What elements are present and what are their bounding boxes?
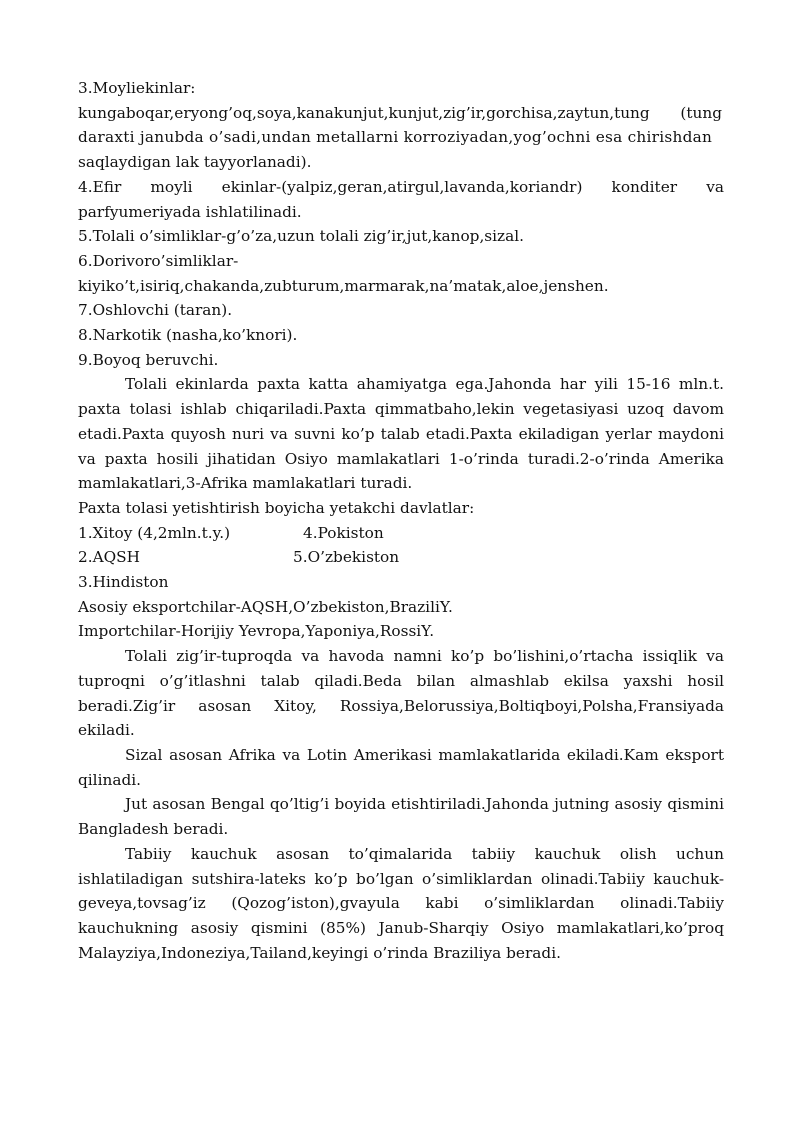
cotton-leaders-row-1 [78, 521, 724, 546]
oil-crops-note-end: saqlaydigan lak tayyorlanadi). [78, 153, 312, 172]
medicinal-plants-heading: 6.Dorivoro’simliklar- [78, 251, 239, 270]
tanning-plants-line: 7.Oshlovchi (taran). [78, 301, 233, 320]
paragraph-flax: Tolali zig’ir-tuproqda va havoda namni ko’p bo’lishini,o’rtacha issiqlik va tuproqni o’g’itlashni talab qiladi.Beda bilan almashlab ekilsa yaxshi hosil beradi.Zig’ir asosan Xitoy, Rossiya,Belorussiya,Boltiqboyi,Polsha,Fransiyada ekiladi. [78, 647, 724, 740]
paragraph-sisal: Sizal asosan Afrika va Lotin Amerikasi mamlakatlarida ekiladi.Kam eksport qilinadi. [78, 745, 724, 789]
paragraph-rubber: Tabiiy kauchuk asosan to’qimalarida tabiiy kauchuk olish uchun ishlatiladigan sutshira-lateks ko’p bo’lgan o’simliklardan olinadi.Tabiiy kauchuk-geveya,tovsag’iz (Qozog’iston),gvayula kabi o’simliklardan olinadi.Tabiiy kauchukning asosiy qismini (85%) Janub-Sharqiy Osiyo mamlakatlari,ko’proq Malayziya,Indoneziya,Tailand,keyingi o’rinda Braziliya beradi. [78, 844, 724, 962]
word: konditer [611, 177, 678, 196]
list-item: 4.Pokiston [303, 523, 384, 542]
medicinal-plants-list: kiyiko’t,isiriq,chakanda,zubturum,marmarak,na’matak,aloe,jenshen. [78, 276, 609, 295]
list-item: 1.Xitoy (4,2mln.t.y.) [78, 523, 231, 542]
word: ekinlar-(yalpiz,geran,atirgul,lavanda,koriandr) [221, 177, 583, 196]
exporters-line: Asosiy eksportchilar-AQSH,O’zbekiston,BraziliY. [78, 597, 453, 616]
oil-crops-note-line: daraxti janubda o’sadi,undan metallarni korroziyadan,yog’ochni esa chirishdan [78, 128, 713, 147]
essential-oil-line-end: parfyumeriyada ishlatilinadi. [78, 202, 302, 221]
essential-oil-line [78, 175, 724, 200]
list-item: 3.Hindiston [78, 573, 169, 592]
narcotic-plants-line: 8.Narkotik (nasha,ko’knori). [78, 326, 298, 345]
paragraph-cotton: Tolali ekinlarda paxta katta ahamiyatga ega.Jahonda har yili 15-16 mln.t. paxta tolasi ishlab chiqariladi.Paxta qimmatbaho,lekin vegetasiyasi uzoq davom etadi.Paxta quyosh nuri va suvni ko’p talab etadi.Paxta ekiladigan yerlar maydoni va paxta hosili jihatidan Osiyo mamlakatlari 1-o’rinda turadi.2-o’rinda Amerika mamlakatlari,3-Afrika mamlakatlari turadi. [78, 375, 724, 493]
oil-crops-list: kungaboqar,eryong’oq,soya,kanakunjut,kunjut,zig’ir,gorchisa,zaytun,tung [78, 103, 650, 122]
cotton-leaders-row-2 [78, 545, 724, 570]
document-page [78, 76, 724, 965]
list-item: 5.O’zbekiston [293, 548, 400, 567]
oil-crops-note-start: (tung [680, 103, 722, 122]
word: va [706, 177, 724, 196]
cotton-leaders-heading: Paxta tolasi yetishtirish boyicha yetakchi davlatlar: [78, 498, 475, 517]
list-item: 2.AQSH [78, 548, 141, 567]
paragraph-jute: Jut asosan Bengal qo’ltig’i boyida etishtiriladi.Jahonda jutning asosiy qismini Bangladesh beradi. [78, 795, 724, 839]
list-heading-oil-crops: 3.Moyliekinlar: [78, 79, 196, 97]
dye-plants-line: 9.Boyoq beruvchi. [78, 350, 219, 369]
importers-line: Importchilar-Horijiy Yevropa,Yaponiya,RossiY. [78, 622, 435, 641]
oil-crops-line [78, 101, 724, 126]
word: 4.Efir [78, 177, 122, 196]
word: moyli [150, 177, 193, 196]
fiber-plants-line: 5.Tolali o’simliklar-g’o’za,uzun tolali zig’ir,jut,kanop,sizal. [78, 227, 524, 246]
